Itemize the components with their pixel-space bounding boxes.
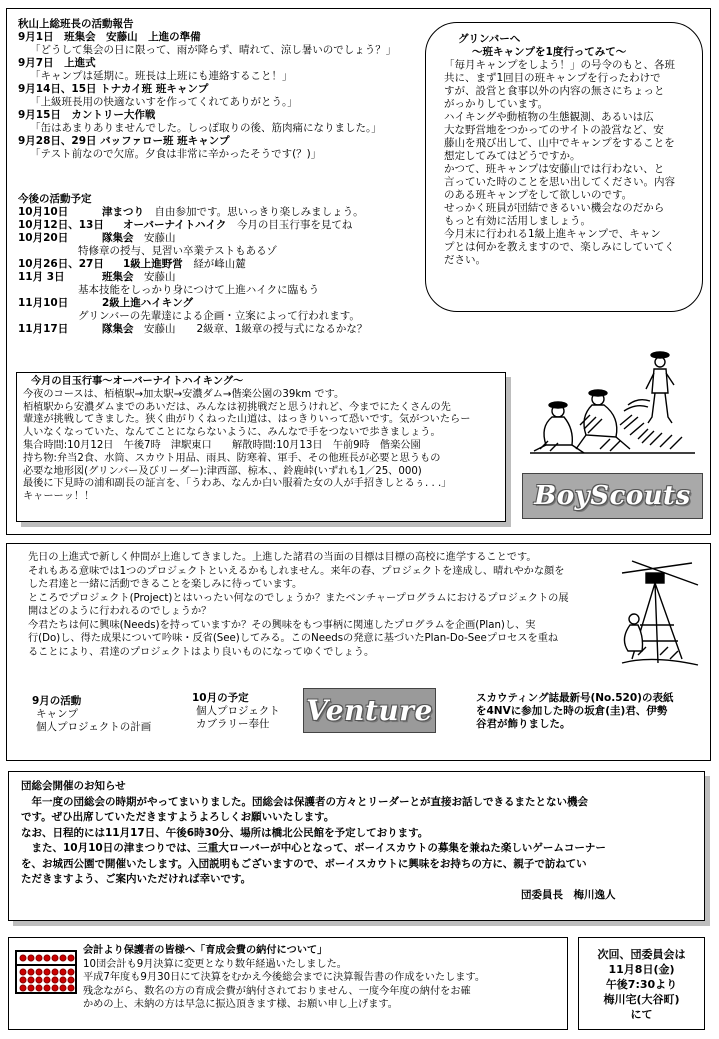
greenbar-body: 「毎月キャンプをしよう！」の号令のもと、各班 共に、まず1回目の班キャンプを行ったわけで すが、設営と食事以外の内容の無さにちょっと がっかりしています。 ハイキングや動植物の生態観測、あるいは広 大な野営地をつかってのサイトの設営など、安 藤山を飛び出して、山中でキャンプをすることを 想定してみてはどうですか。 かつて、班キャンプは安藤山では行わない、と 言っていた時のことを思い出してください。内容 のある班キャンプをして欲しいのです。 せっかく班員が団結できるいい機会なのだから もっと有効に活用しましょう。 今月末に行われる1級上進キャンプで、キャン プとは何かを教えますので、楽しみにしていてく ださい。	[444, 59, 675, 266]
membership-fee-notice	[8, 937, 568, 1030]
schedule-note: 基本技能をしっかり身につけて上進ハイクに臨もう	[78, 284, 320, 296]
schedule-row: 10月26日、27日 1級上進野営 経が峰山麓	[18, 258, 246, 270]
report-text: 「上級班長用の快適ないすを作ってくれてありがとう。」	[30, 96, 298, 108]
venture-article: 先日の上進式で新しく仲間が上進してきました。上進した諸君の当面の目標は目標の高校に進学することです。 それもある意味では1つのプロジェクトといえるかもしれません。来年の春、プロジェクトを達成し、晴れやかな顔を した君達と一緒に活動できることを楽しみに待っています。 ところでプロジェクト(Project)とはいったい何なのでしょうか？またベンチャープログラムにおけるプロジェクトの展 開はどのように行われるのでしょうか？ 今君たちは何に興味(Needs)を持っていますか？その興味をもつ事柄に関連したプログラムを企画(Plan)し、実 行(Do)し、得た成果について吟味・反省(See)してみる。このNeedsの発意に基づいたPlan-Do-Seeプロセスを重ね ることにより、君達のプロジェクトはより良いものになってゆくでしょう。	[28, 552, 569, 658]
general-meeting-notice	[8, 771, 705, 921]
schedule-note: 特修章の授与、見習い卒業テストもあるゾ	[78, 245, 277, 257]
report-heading: 9月28日、29日 バッファロー班 班キャンプ	[18, 135, 230, 147]
hike-line: 最後に下見時の浦和副長の証言を、「うわあ、なんか白い服着た女の人が手招きしとるぅ. . .」	[23, 478, 452, 490]
schedule-row: 10月10日 津まつり 自由参加です。思いっきり楽しみましょう。	[18, 206, 364, 218]
hike-line: 輩達が挑戦してきました。狭く曲がりくねった山道は、はっきりいって恐いです。気がついたらー	[23, 414, 471, 426]
october-plans	[192, 692, 302, 731]
venture-banner: Venture	[303, 688, 436, 733]
hike-line: 栢植駅から安濃ダムまでのあいだは、みんなは初挑戦だと思うけれど、今までにたくさんの先	[23, 401, 451, 413]
report-heading: 9月1日 班集会 安藤山 上進の準備	[18, 31, 201, 43]
sept-item: キャンプ	[36, 708, 78, 720]
scouting-magazine-note: スカウティング誌最新号(No.520)の表紙 を4NVに参加した時の坂倉(圭)君、伊勢 谷君が飾りました。	[476, 692, 674, 730]
notice-signature: 団委員長 梅川逸人	[521, 888, 616, 901]
hike-line: 人いなくなっていた、なんてことにならないように、みんなで手をつないで歩きましょう。	[23, 427, 441, 439]
report-heading: 9月14日、15日 トナカイ班 班キャンプ	[18, 83, 209, 95]
hike-line: 持ち物:弁当2食、水筒、スカウト用品、雨具、防寒着、軍手、その他班長が必要と思うもの	[23, 452, 441, 464]
report-text: 「缶はあまりありませんでした。しっぽ取りの後、筋肉痛になりました。」	[30, 122, 382, 134]
hike-line: キャーーッ！！	[23, 491, 95, 503]
oct-title: 10月の予定	[192, 692, 249, 704]
notice-title: 団総会開催のお知らせ	[21, 780, 126, 792]
scouts-hiking-illustration	[520, 345, 705, 465]
schedule-note: グリンバーの先輩達による企画・立案によって行われます。	[78, 310, 360, 322]
notice-line: また、10月10日の津まつりでは、三重大ローバーが中心となって、ボーイスカウトの募集を兼ねた楽しいゲームコーナー	[21, 842, 606, 854]
schedule-row: 10月12日、13日 オーバーナイトハイク 今月の目玉行事を見てね	[18, 219, 353, 231]
survey-tripod-illustration	[612, 555, 707, 675]
sept-item: 個人プロジェクトの計画	[36, 721, 152, 733]
fees-text: 会計より保護者の皆様へ「育成会費の納付について」 10団会計も9月決算に変更となり数年経過いたしました。 平成7年度も9月30日にて決算をむかえ今後総会までに決算報告書の作成をいたします。 残念ながら、数名の方の育成会費が納付されておりません、一度今年度の納付をお確 かめの上、未納の方は早急に振込頂きます様、お願い申し上げます。	[83, 944, 567, 1012]
notice-line: 年一度の団総会の時期がやってまいりました。団総会は保護者の方々とリーダーとが直接お話しできるまたとない機会	[21, 795, 588, 808]
plans-title: 今後の活動予定	[18, 193, 92, 205]
schedule-row: 11月 3日 班集会 安藤山	[18, 271, 176, 283]
report-text: 「キャンプは延期に。班長は上班にも連絡すること！」	[30, 70, 293, 82]
sept-title: 9月の活動	[32, 695, 82, 707]
oct-item: 個人プロジェクト	[196, 705, 280, 717]
hike-line: 集合時間:10月12日 午後7時 津駅東口 解散時間:10月13日 午前9時 偕楽公園	[23, 439, 421, 451]
greenbar-message	[425, 22, 703, 312]
next-committee-meeting: 次回、団委員会は 11月8日(金) 午後7:30より 梅川宅(大谷町) にて	[578, 937, 705, 1030]
oct-item: カブラリー奉仕	[196, 718, 270, 730]
schedule-row: 11月17日 隊集会 安藤山 2級章、1級章の授与式になるかな？	[18, 323, 368, 335]
schedule-row: 11月10日 2級上進ハイキング	[18, 297, 193, 309]
september-activities	[32, 695, 182, 734]
hike-title: 今月の目玉行事～オーバーナイトハイキング～	[31, 376, 244, 387]
hike-line: 必要な地形図(グリンバー及びリーダー):津西部、椋本、、鈴鹿峠(いずれも1／25、000)	[23, 465, 422, 477]
greenbar-subtitle: ～班キャンプを1度行ってみて～	[472, 46, 627, 58]
boyscouts-banner: BoyScouts	[522, 473, 703, 519]
report-text: 「テスト前なので欠席。夕食は非常に辛かったそうです(？)」	[30, 148, 322, 160]
report-title: 秋山上総班長の活動報告	[18, 18, 134, 30]
activity-report	[18, 18, 418, 161]
report-heading: 9月15日 カントリー大作戦	[18, 109, 156, 121]
notice-line: ただきますよう、ご案内いただければ幸いです。	[21, 873, 252, 885]
abacus-icon	[15, 950, 77, 994]
schedule-row: 10月20日 隊集会 安藤山	[18, 232, 176, 244]
report-heading: 9月7日 上進式	[18, 57, 96, 69]
report-text: 「どうして集会の日に限って、雨が降らず、晴れて、涼し暑いのでしょう？」	[30, 44, 397, 56]
fees-title: 会計より保護者の皆様へ「育成会費の納付について」	[83, 945, 328, 956]
overnight-hike-box	[16, 372, 506, 522]
greenbar-title: グリンバーへ	[458, 33, 521, 45]
notice-line: なお、日程的には11月17日、午後6時30分、場所は橋北公民館を予定しております。	[21, 826, 429, 839]
activity-plans	[18, 193, 428, 336]
hike-line: 今夜のコースは、栢植駅→加太駅→安濃ダム→偕楽公園の39km です。	[23, 388, 345, 400]
notice-line: を、お城西公園で開催いたします。入団説明もございますので、ボーイスカウトに興味をお持ちの方に、親子で訪ねてい	[21, 857, 587, 870]
notice-line: です。ぜひ出席していただきますようよろしくお願いいたします。	[21, 811, 335, 823]
